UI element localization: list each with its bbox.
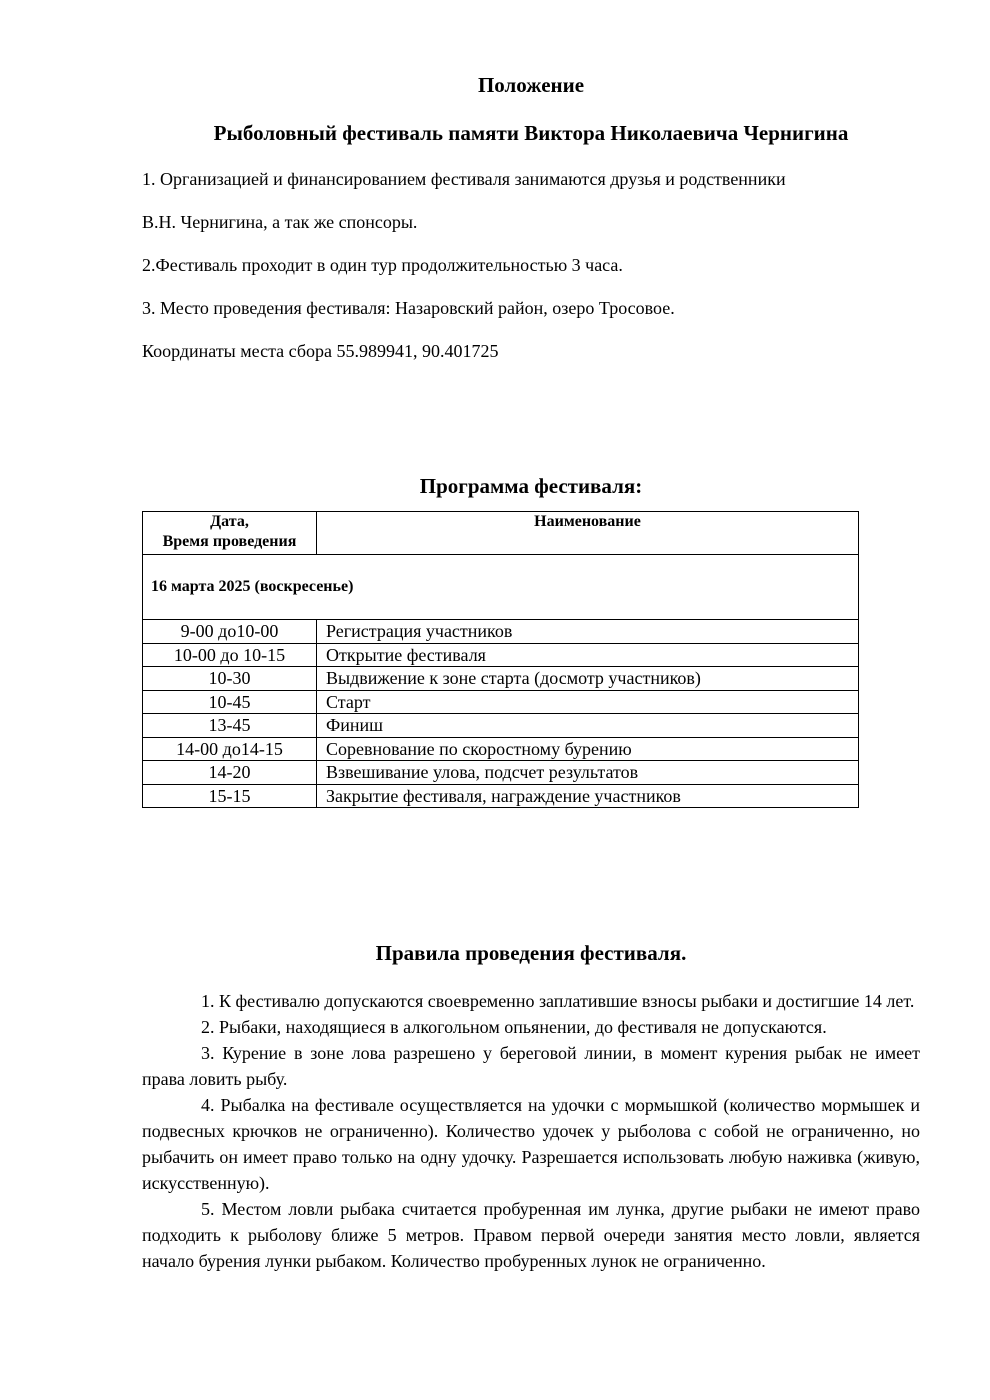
table-row [143, 643, 859, 667]
row-time: 10-30 [143, 667, 317, 691]
row-time: 9-00 до10-00 [143, 620, 317, 644]
header-date-line-1: Дата, [210, 513, 249, 530]
table-header-row [143, 512, 859, 555]
row-time: 10-00 до 10-15 [143, 643, 317, 667]
rule-item-1: 1. К фестивалю допускаются своевременно заплатившие взносы рыбаки и достигшие 14 лет. [201, 991, 915, 1011]
document-title: Положение [477, 73, 585, 97]
row-name: Финиш [317, 714, 859, 738]
table-row [143, 761, 859, 785]
rules-heading: Правила проведения фестиваля. [375, 941, 687, 965]
table-row [143, 620, 859, 644]
table-row [143, 667, 859, 691]
rules-list [142, 988, 920, 1274]
date-row [143, 555, 859, 620]
row-name: Открытие фестиваля [317, 643, 859, 667]
row-time: 15-15 [143, 784, 317, 808]
rule-item-4: 4. Рыбалка на фестивале осуществляется на удочки с мормышкой (количество мормышек и подвесных крючков не ограниченно). Количество удочек у рыболова с собой не ограниченно, но рыбачить он имеет право только на одну удочку. Разрешается использовать любую наживка (живую, искусственную). [142, 1095, 920, 1193]
table-row [143, 690, 859, 714]
program-heading: Программа фестиваля: [419, 474, 643, 498]
event-date: 16 марта 2025 (воскресенье) [143, 555, 859, 620]
table-row [143, 737, 859, 761]
festival-subtitle: Рыболовный фестиваль памяти Виктора Николаевича Чернигина [213, 121, 849, 145]
row-time: 13-45 [143, 714, 317, 738]
intro-line-2: В.Н. Чернигина, а так же спонсоры. [142, 212, 418, 232]
row-name: Старт [317, 690, 859, 714]
rule-item-5: 5. Местом ловли рыбака считается пробуренная им лунка, другие рыбаки не имеют право подходить к рыболову ближе 5 метров. Правом первой очереди занятия место ловли, является начало бурения лунки рыбаком. Количество пробуренных лунок не ограниченно. [142, 1199, 920, 1271]
row-time: 14-20 [143, 761, 317, 785]
rule-item-2: 2. Рыбаки, находящиеся в алкогольном опьянении, до фестиваля не допускаются. [201, 1017, 827, 1037]
header-date-line-2: Время проведения [162, 533, 297, 550]
coordinates-line: Координаты места сбора 55.989941, 90.401725 [142, 341, 499, 361]
header-date [143, 512, 317, 555]
row-time: 10-45 [143, 690, 317, 714]
row-name: Выдвижение к зоне старта (досмотр участников) [317, 667, 859, 691]
intro-line-4: 3. Место проведения фестиваля: Назаровский район, озеро Тросовое. [142, 298, 675, 318]
row-name: Взвешивание улова, подсчет результатов [317, 761, 859, 785]
table-row [143, 714, 859, 738]
rule-item-3: 3. Курение в зоне лова разрешено у береговой линии, в момент курения рыбак не имеет права ловить рыбу. [142, 1043, 920, 1089]
table-row [143, 784, 859, 808]
row-name: Регистрация участников [317, 620, 859, 644]
intro-line-1: 1. Организацией и финансированием фестиваля занимаются друзья и родственники [142, 169, 786, 189]
program-table [142, 511, 859, 808]
header-name: Наименование [317, 512, 859, 555]
intro-line-3: 2.Фестиваль проходит в один тур продолжительностью 3 часа. [142, 255, 623, 275]
row-name: Соревнование по скоростному бурению [317, 737, 859, 761]
row-name: Закрытие фестиваля, награждение участников [317, 784, 859, 808]
row-time: 14-00 до14-15 [143, 737, 317, 761]
